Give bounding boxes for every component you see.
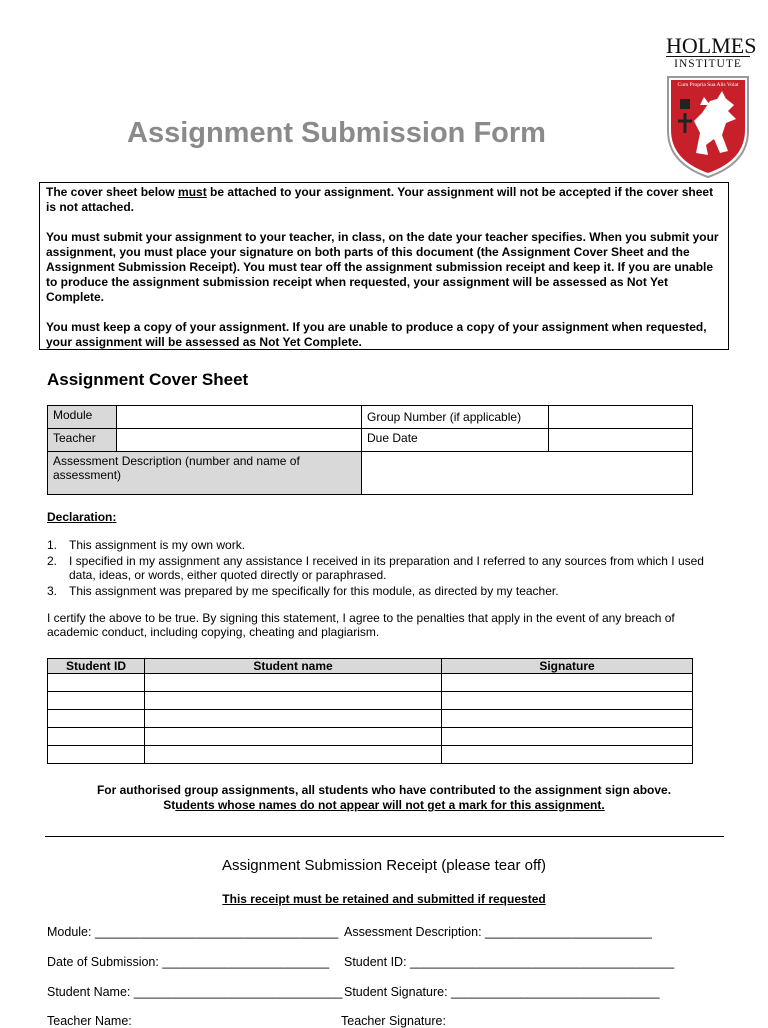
receipt-teacher-name-field[interactable]: Teacher Name: [47, 1014, 132, 1028]
receipt-assessment-description-field[interactable]: Assessment Description: ________________________ [344, 925, 652, 939]
student-signature-table [47, 658, 693, 764]
receipt-teacher-signature-field[interactable]: Teacher Signature: [341, 1014, 446, 1028]
assessment-description-label: Assessment Description (number and name of assessment) [48, 452, 362, 495]
table-row [48, 674, 693, 692]
receipt-date-of-submission-field[interactable]: Date of Submission: ________________________ [47, 955, 330, 969]
institute-logo-wordmark: HOLMES [666, 33, 757, 58]
module-label: Module [48, 406, 117, 429]
student-name-cell[interactable] [145, 692, 442, 710]
declaration-heading: Declaration: [47, 510, 117, 524]
certification-statement: I certify the above to be true. By signing this statement, I agree to the penalties that apply in the event of any breach of academic conduct, including copying, cheating and plagiarism. [47, 611, 675, 639]
signature-cell[interactable] [442, 710, 693, 728]
cover-sheet-table [47, 405, 693, 495]
due-date-label: Due Date [362, 429, 549, 452]
instructions-box [39, 182, 729, 350]
declaration-item: 1. This assignment is my own work. [47, 538, 246, 552]
tear-off-line [45, 836, 724, 837]
signature-cell[interactable] [442, 728, 693, 746]
group-number-field[interactable] [549, 406, 693, 429]
instructions-paragraph-2: You must submit your assignment to your teacher, in class, on the date your teacher specifies. When you submit your assignment, you must place your signature on both parts of this document (the Assignment Cover Sheet and the Assignment Submission Receipt). You must tear off the assignment submission receipt and keep it. If you are unable to produce the assignment submission receipt when requested, your assignment will be assessed as Not Yet Complete. [46, 230, 719, 304]
signature-header: Signature [442, 659, 693, 674]
module-field[interactable] [117, 406, 362, 429]
receipt-module-field[interactable]: Module: ___________________________________ [47, 925, 339, 939]
assessment-description-field[interactable] [362, 452, 693, 495]
student-name-cell[interactable] [145, 746, 442, 764]
page-title: Assignment Submission Form [127, 117, 546, 149]
receipt-student-signature-field[interactable]: Student Signature: ______________________________ [344, 985, 660, 999]
table-row [48, 710, 693, 728]
student-name-cell[interactable] [145, 710, 442, 728]
crest-logo-icon [666, 75, 750, 179]
instructions-paragraph-1: The cover sheet below must be attached to your assignment. Your assignment will not be accepted if the cover sheet is not attached. [46, 185, 714, 214]
student-name-cell[interactable] [145, 728, 442, 746]
crest-motto: Cum Propria Sua Alis Volat [677, 82, 739, 88]
student-id-cell[interactable] [48, 674, 145, 692]
receipt-student-id-field[interactable]: Student ID: ______________________________________ [344, 955, 675, 969]
cover-sheet-heading: Assignment Cover Sheet [47, 370, 249, 389]
student-id-cell[interactable] [48, 746, 145, 764]
receipt-subtitle: This receipt must be retained and submitted if requested [222, 892, 546, 906]
due-date-field[interactable] [549, 429, 693, 452]
declaration-list [47, 538, 727, 600]
signature-cell[interactable] [442, 692, 693, 710]
declaration-item: 2. I specified in my assignment any assistance I received in its preparation and I referred to any sources from which I used data, ideas, or words, either quoted directly or paraphrased. [47, 554, 704, 582]
student-name-cell[interactable] [145, 674, 442, 692]
instructions-paragraph-3: You must keep a copy of your assignment. If you are unable to produce a copy of your assignment when requested, your assignment will be assessed as Not Yet Complete. [46, 320, 707, 349]
student-id-header: Student ID [48, 659, 145, 674]
declaration-item: 3. This assignment was prepared by me specifically for this module, as directed by my teacher. [47, 584, 559, 598]
institute-logo-subtitle: INSTITUTE [666, 56, 750, 70]
student-id-cell[interactable] [48, 728, 145, 746]
group-number-label: Group Number (if applicable) [362, 406, 549, 429]
teacher-label: Teacher [48, 429, 117, 452]
group-assignment-note: For authorised group assignments, all students who have contributed to the assignment sign above. Students whose names do not appear will not get a mark for this assignment. [96, 783, 672, 812]
table-row [48, 746, 693, 764]
teacher-field[interactable] [117, 429, 362, 452]
signature-cell[interactable] [442, 746, 693, 764]
student-name-header: Student name [145, 659, 442, 674]
receipt-title: Assignment Submission Receipt (please tear off) [221, 857, 547, 874]
signature-cell[interactable] [442, 674, 693, 692]
table-row [48, 728, 693, 746]
receipt-student-name-field[interactable]: Student Name: ______________________________ [47, 985, 343, 999]
table-row [48, 692, 693, 710]
student-id-cell[interactable] [48, 710, 145, 728]
student-id-cell[interactable] [48, 692, 145, 710]
